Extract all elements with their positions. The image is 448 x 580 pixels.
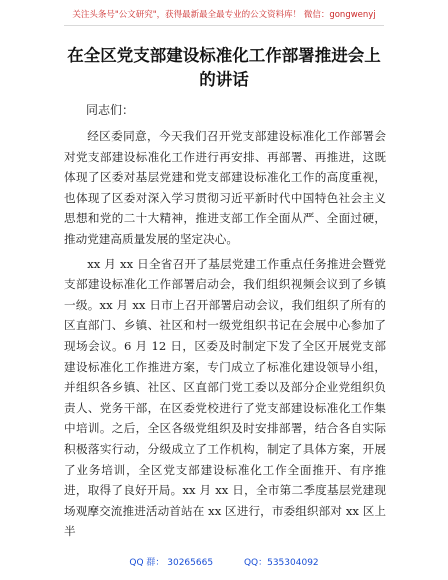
document-title: 在全区党支部建设标准化工作部署推进会上的讲话 — [67, 46, 381, 89]
salutation: 同志们： — [86, 103, 135, 117]
header-divider — [64, 25, 384, 26]
header-note: 关注头条号"公文研究"，获得最新最全最专业的公文资料库！ 微信：gongwenyj — [72, 10, 376, 20]
paragraph-1: 经区委同意，今天我们召开党支部建设标准化工作部署会对党支部建设标准化工作进行再安排、再部署、再推进，这既体现了区委对基层党建和党支部建设标准化工作的高度重视，也体现了区委对深入学习贯彻习近平新时代中国特色社会主义思想和党的二十大精神，推进支部工作全面从严、全面过硬，推动党建高质量发展的坚定决心。 — [64, 129, 386, 246]
footer-qq-group: QQ 群： 30265665 — [129, 558, 214, 568]
footer-qq: QQ：535304092 — [243, 558, 319, 568]
document-body — [64, 126, 386, 546]
paragraph-2: xx 月 xx 日全省召开了基层党建工作重点任务推进会暨党支部建设标准化工作部署启动会，我们组织视频会议到了乡镇一级。xx 月 xx 日市上召开部署启动会议，我们组织了所有的区直部门、乡镇、社区和村一级党组织书记在会展中心参加了现场会议。6 月 12 日，区委及时制定下发了全区开展党支部建设标准化工作推进方案，专门成立了标准化建设领导小组，并组织各乡镇、社区、区直部门党工委以及部分企业党组织负责人、党务干部，在区委党校进行了党支部建设标准化工作集中培训。之后，全区各级党组织及时安排部署，结合各自实际积极落实行动，分级成立了工作机构，制定了具体方案，开展了业务培训，全区党支部建设标准化工作全面推开、有序推进，取得了良好开局。xx 月 xx 日，全市第二季度基层党建现场观摩交流推进活动首站在 xx 区进行，市委组织部对 xx 区上半 — [64, 256, 386, 539]
footer-contacts — [0, 555, 448, 568]
